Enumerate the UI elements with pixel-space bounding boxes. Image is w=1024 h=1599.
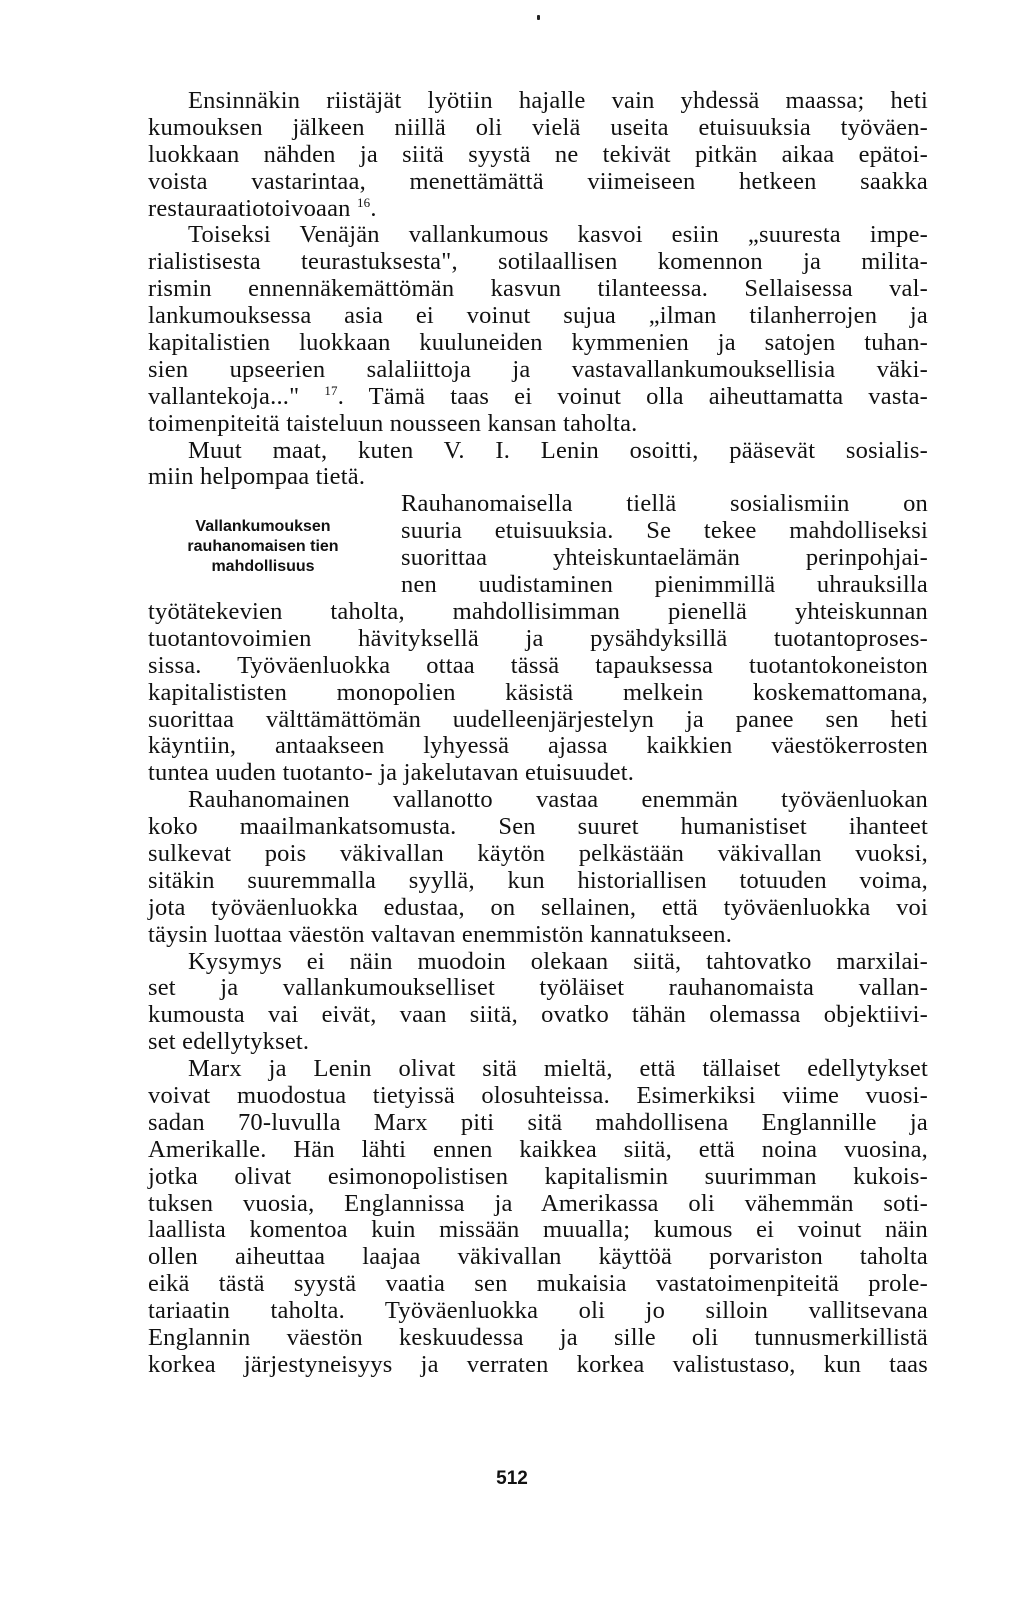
text-line: kumouksen jälkeen niillä oli vielä useita etuisuuksia työväen-	[148, 113, 928, 141]
text-line: koko maailmankatsomusta. Sen suuret humanistiset ihanteet	[148, 813, 928, 841]
text-segment: restauraatiotoivoaan	[148, 194, 351, 222]
text-line: eikä tästä syystä vaatia sen mukaisia vastatoimenpiteitä prole-	[148, 1270, 928, 1298]
text-line: sissa. Työväenluokka ottaa tässä tapauksessa tuotantokoneiston	[148, 651, 928, 679]
text-line: Amerikalle. Hän lähti ennen kaikkea siitä, että noina vuosina,	[148, 1135, 928, 1163]
text-line: miin helpompaa tietä.	[148, 463, 366, 491]
text-line: voista vastarintaa, menettämättä viimeiseen hetkeen saakka	[148, 167, 928, 195]
text-line: sien upseerien salaliittoja ja vastavallankumouksellisia väki-	[148, 355, 928, 383]
text-segment: . Tämä taas ei voinut olla aiheuttamatta vasta-	[337, 382, 928, 410]
text-line: ollen aiheuttaa laajaa väkivallan käyttöä porvariston taholta	[148, 1243, 928, 1271]
sidebar-text	[401, 491, 928, 599]
text-line: käyntiin, antaakseen lyhyessä ajassa kaikkien väestökerrosten	[148, 732, 928, 760]
sidebar-block	[148, 491, 928, 599]
text-line: suuria etuisuuksia. Se tekee mahdolliseksi	[401, 517, 928, 545]
text-line: Kysymys ei näin muodoin olekaan siitä, tahtovatko marxilai-	[188, 947, 928, 975]
footnote-ref-16: 16	[356, 194, 371, 210]
page-number: 512	[496, 1468, 528, 1489]
text-line: laallista komentoa kuin missään muualla; kumous ei voinut näin	[148, 1216, 928, 1244]
text-line: sitäkin suuremmalla syyllä, kun historiallisen totuuden voima,	[148, 866, 928, 894]
text-line: täysin luottaa väestön valtavan enemmistön kannatukseen.	[148, 920, 733, 948]
text-line: korkea järjestyneisyys ja verraten korkea valistustaso, kun taas	[148, 1350, 928, 1378]
text-line: suorittaa välttämättömän uudelleenjärjestelyn ja panee sen heti	[148, 705, 928, 733]
text-line: kumousta vai eivät, vaan siitä, ovatko tähän olemassa objektiivi-	[148, 1001, 928, 1029]
text-line: jota työväenluokka edustaa, on sellainen, että työväenluokka voi	[148, 893, 928, 921]
text-line: tuotantovoimien hävityksellä ja pysähdyksillä tuotantoproses-	[148, 624, 928, 652]
sidebar-heading: Vallankumouksen rauhanomaisen tien mahdollisuus	[187, 518, 339, 576]
page-body	[148, 88, 928, 1379]
text-line: Marx ja Lenin olivat sitä mieltä, että tällaiset edellytykset	[188, 1055, 928, 1083]
text-line: tuksen vuosia, Englannissa ja Amerikassa oli vähemmän soti-	[148, 1189, 928, 1217]
text-line: luokkaan nähden ja siitä syystä ne tekivät pitkän aikaa epätoi-	[148, 140, 928, 168]
text-line: työtätekevien taholta, mahdollisimman pienellä yhteiskunnan	[148, 597, 928, 625]
text-line: nen uudistaminen pienimmillä uhrauksilla	[401, 571, 928, 599]
text-line: jotka olivat esimonopolistisen kapitalismin suurimman kukois-	[148, 1162, 928, 1190]
text-line: voivat muodostua tietyissä olosuhteissa. Esimerkiksi viime vuosi-	[148, 1081, 928, 1109]
text-line: sadan 70-luvulla Marx piti sitä mahdollisena Englannille ja	[148, 1108, 928, 1136]
text-line: rialistisesta teurastuksesta", sotilaallisen komennon ja milita-	[148, 248, 928, 276]
text-line: lankumouksessa asia ei voinut sujua „ilman tilanherrojen ja	[148, 302, 928, 330]
text-line: kapitalististen monopolien käsistä melkein koskemattomana,	[148, 678, 928, 706]
text-line: rismin ennennäkemättömän kasvun tilanteessa. Sellaisessa val-	[148, 275, 928, 303]
text-line: Rauhanomaisella tiellä sosialismiin on	[401, 490, 928, 518]
text-line: tariaatin taholta. Työväenluokka oli jo silloin vallitsevana	[148, 1297, 928, 1325]
text-line: Englannin väestön keskuudessa ja sille oli tunnusmerkillistä	[148, 1324, 928, 1351]
text-line: set ja vallankumoukselliset työläiset rauhanomaista vallan-	[148, 974, 928, 1002]
text-line: Muut maat, kuten V. I. Lenin osoitti, pääsevät sosialis-	[188, 436, 928, 464]
text-line: tuntea uuden tuotanto- ja jakelutavan etuisuudet.	[148, 759, 635, 787]
text-segment: vallantekoja..."	[148, 382, 300, 410]
footnote-ref-17: 17	[324, 382, 338, 398]
text-line: Rauhanomainen vallanotto vastaa enemmän työväenluokan	[188, 786, 928, 814]
text-line	[148, 384, 928, 411]
text-line: suorittaa yhteiskuntaelämän perinpohjai-	[401, 544, 928, 572]
text-line: sulkevat pois väkivallan käytön pelkästään väkivallan vuoksi,	[148, 839, 928, 867]
text-line: kapitalistien luokkaan kuuluneiden kymmenien ja satojen tuhan-	[148, 329, 928, 357]
text-line: toimenpiteitä taisteluun nousseen kansan taholta.	[148, 409, 638, 437]
text-line	[148, 196, 928, 223]
print-speck	[537, 15, 540, 20]
text-segment: .	[370, 194, 377, 222]
text-line: set edellytykset.	[148, 1028, 310, 1056]
text-line: Ensinnäkin riistäjät lyötiin hajalle vain yhdessä maassa; heti	[188, 87, 928, 114]
text-line: Toiseksi Venäjän vallankumous kasvoi esiin „suuresta impe-	[188, 221, 928, 249]
